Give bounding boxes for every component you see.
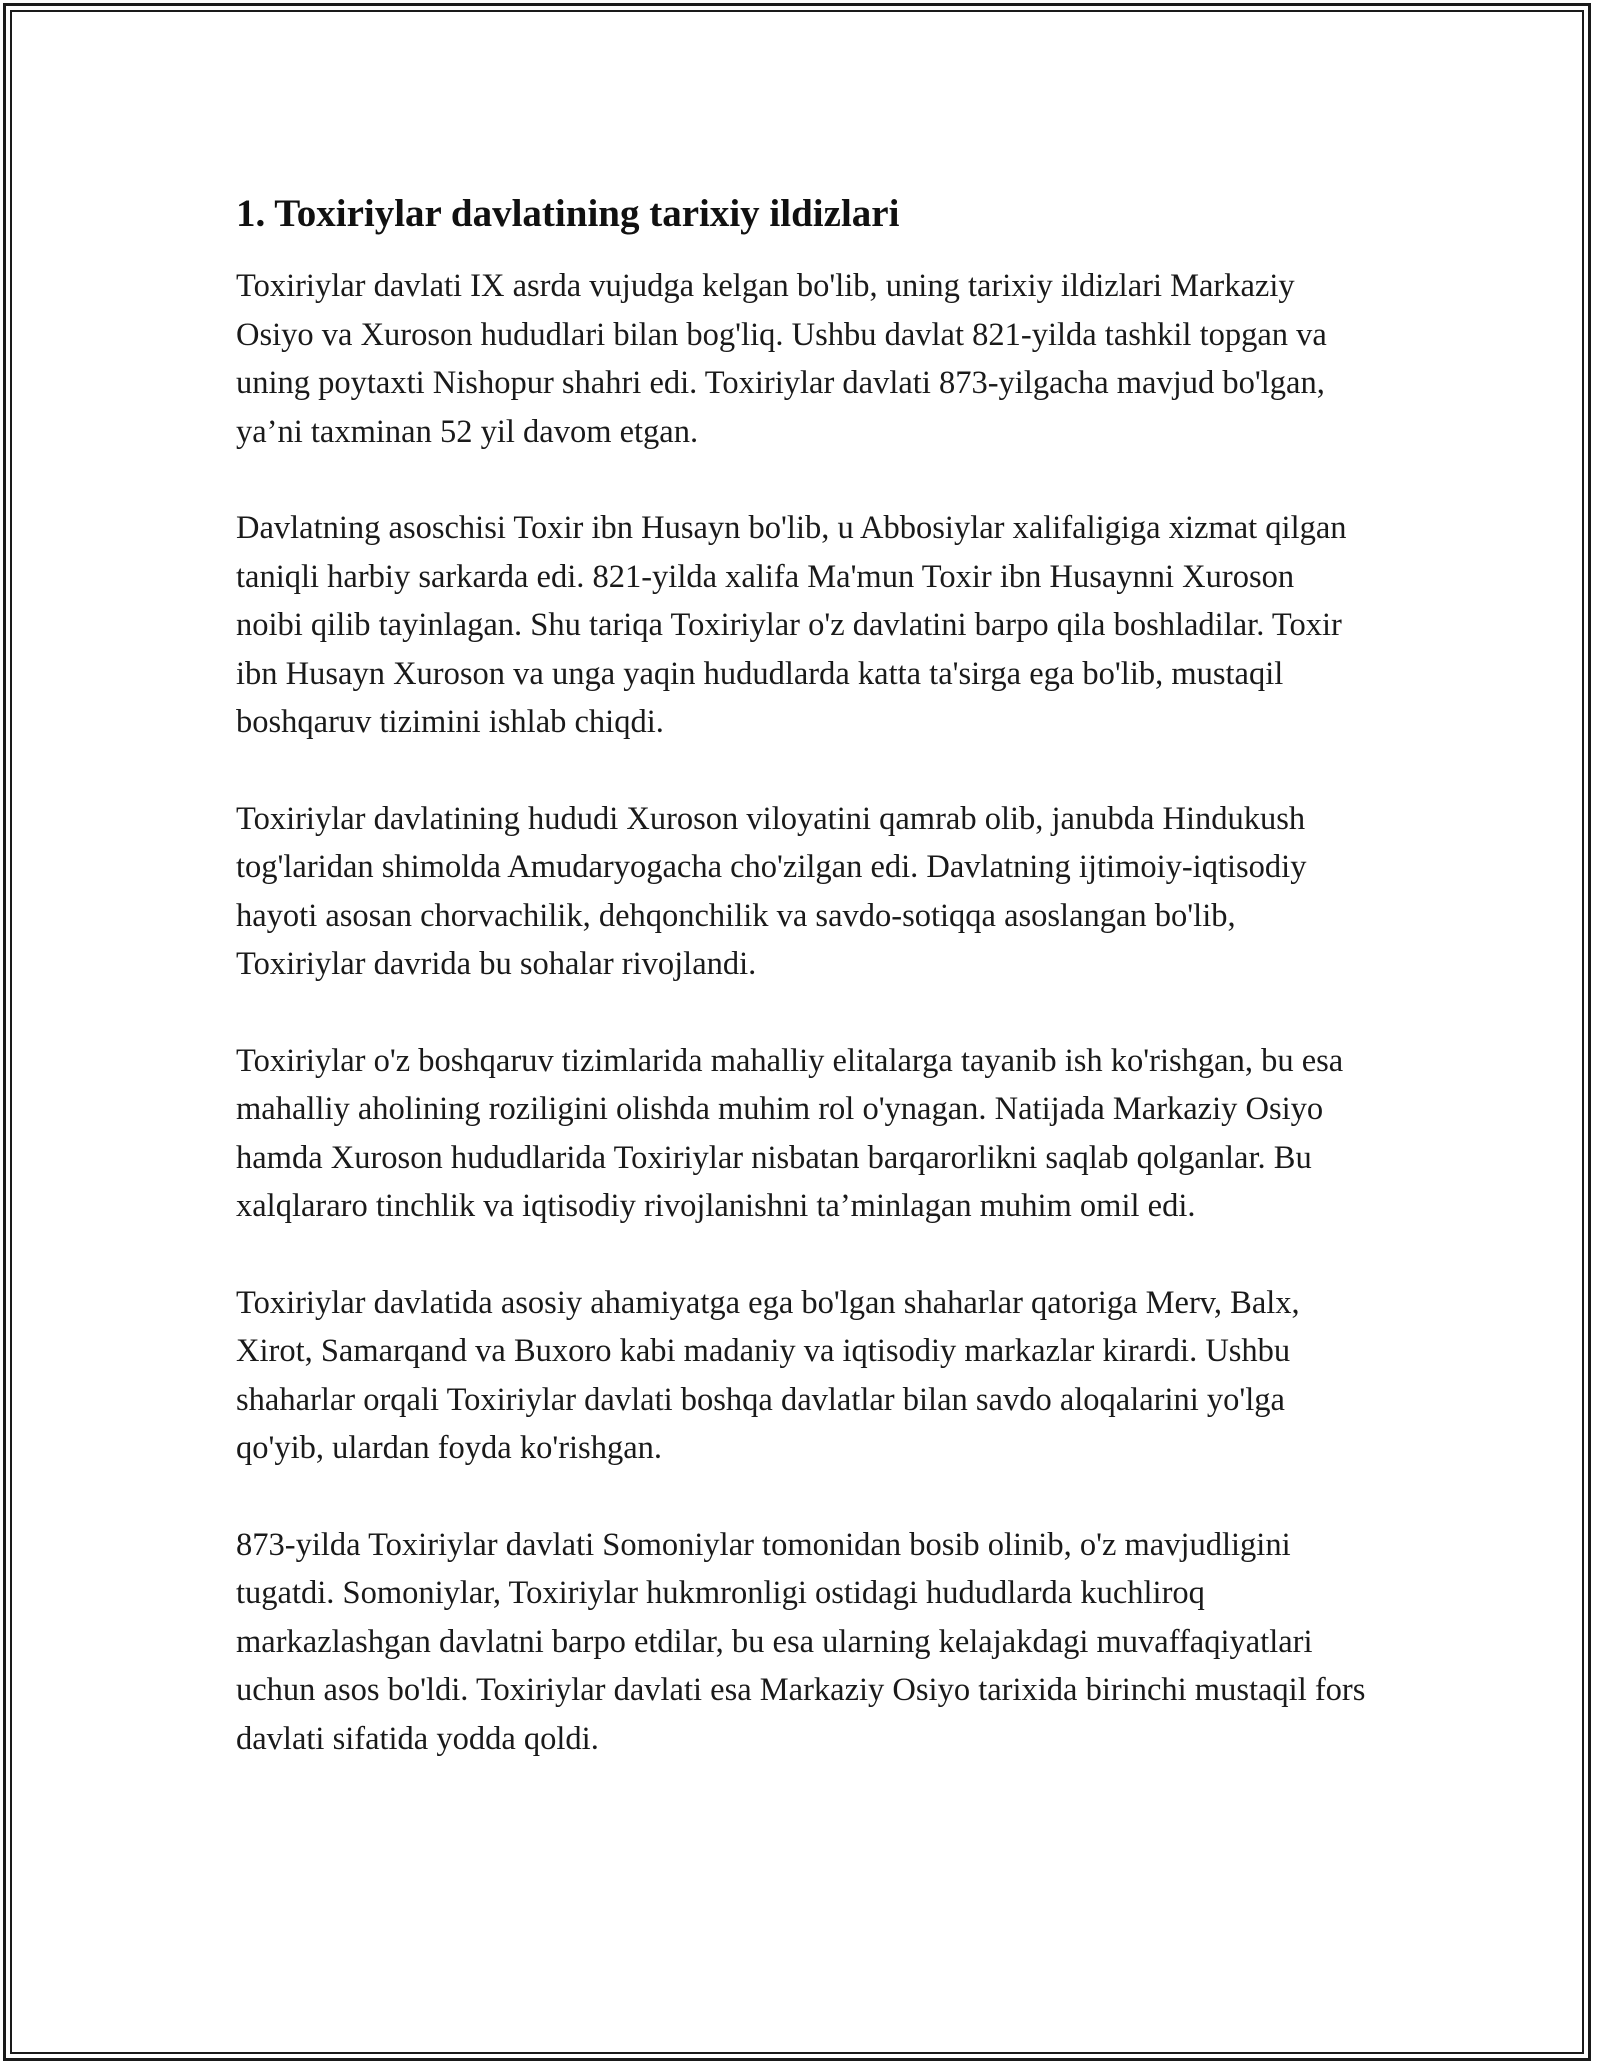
paragraph-5: Toxiriylar davlatida asosiy ahamiyatga ega bo'lgan shaharlar qatoriga Merv, Balx, Xirot, Samarqand va Buxoro kabi madaniy va iqtisodiy markazlar kirardi. Ushbu shaharlar orqali Toxiriylar davlati boshqa davlatlar bilan savdo aloqalarini yo'lga qo'yib, ulardan foyda ko'rishgan.	[236, 1284, 1300, 1466]
paragraph-4: Toxiriylar o'z boshqaruv tizimlarida mahalliy elitalarga tayanib ish ko'rishgan, bu esa mahalliy aholining roziligini olishda muhim rol o'ynagan. Natijada Markaziy Osiyo hamda Xuroson hududlarida Toxiriylar nisbatan barqarorlikni saqlab qolganlar. Bu xalqlararo tinchlik va iqtisodiy rivojlanishni ta’minlagan muhim omil edi.	[236, 1042, 1344, 1224]
document-body	[236, 186, 1366, 1811]
paragraph-2: Davlatning asoschisi Toxir ibn Husayn bo'lib, u Abbosiylar xalifaligiga xizmat qilgan taniqli harbiy sarkarda edi. 821-yilda xalifa Ma'mun Toxir ibn Husaynni Xuroson noibi qilib tayinlagan. Shu tariqa Toxiriylar o'z davlatini barpo qila boshladilar. Toxir ibn Husayn Xuroson va unga yaqin hududlarda katta ta'sirga ega bo'lib, mustaqil boshqaruv tizimini ishlab chiqdi.	[236, 510, 1347, 740]
paragraph-6: 873-yilda Toxiriylar davlati Somoniylar tomonidan bosib olinib, o'z mavjudligini tugatdi. Somoniylar, Toxiriylar hukmronligi ostidagi hududlarda kuchliroq markazlashgan davlatni barpo etdilar, bu esa ularning kelajakdagi muvaffaqiyatlari uchun asos bo'ldi. Toxiriylar davlati esa Markaziy Osiyo tarixida birinchi mustaqil fors davlati sifatida yodda qoldi.	[236, 1526, 1366, 1757]
section-heading: 1. Toxiriylar davlatining tarixiy ildizlari	[236, 192, 900, 235]
paragraph-3: Toxiriylar davlatining hududi Xuroson viloyatini qamrab olib, janubda Hindukush tog'laridan shimolda Amudaryogacha cho'zilgan edi. Davlatning ijtimoiy-iqtisodiy hayoti asosan chorvachilik, dehqonchilik va savdo-sotiqqa asoslangan bo'lib, Toxiriylar davrida bu sohalar rivojlandi.	[236, 800, 1307, 982]
paragraph-1: Toxiriylar davlati IX asrda vujudga kelgan bo'lib, uning tarixiy ildizlari Markaziy Osiyo va Xuroson hududlari bilan bog'liq. Ushbu davlat 821-yilda tashkil topgan va uning poytaxti Nishopur shahri edi. Toxiriylar davlati 873-yilgacha mavjud bo'lgan, ya’ni taxminan 52 yil davom etgan.	[236, 268, 1327, 450]
